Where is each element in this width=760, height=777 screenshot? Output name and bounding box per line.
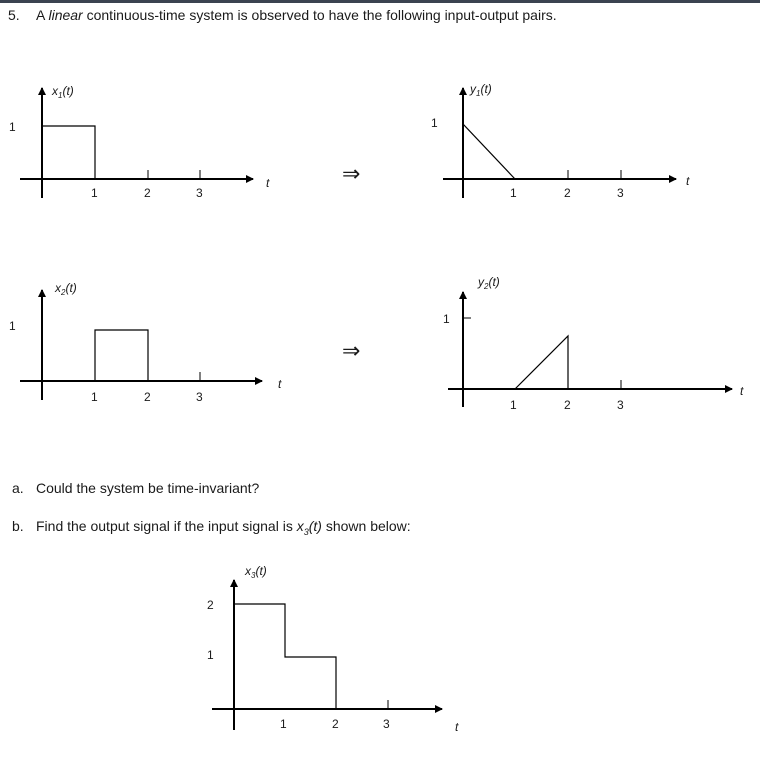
y1-label: $y_1(t)$ [470, 82, 492, 98]
question-a-marker: a. [12, 480, 24, 496]
y2-tick-label-2: 2 [564, 398, 571, 412]
x3-tick-label-2: 2 [332, 717, 339, 731]
x3-staircase [234, 604, 336, 709]
x2-label: $x_2(t)$ [55, 281, 77, 297]
x3-tick-label-3: 3 [383, 717, 390, 731]
statement-pre: A [36, 7, 49, 23]
question-b-signal: $x_3(t)$ [296, 518, 322, 537]
y1-axis-label: t [686, 174, 690, 188]
graph-y1 [431, 82, 690, 200]
implies-arrow-2: ⇒ [342, 338, 361, 363]
x1-pulse [42, 126, 95, 179]
x3-amplitude-label-1: 1 [207, 648, 214, 662]
y1-tick-label-2: 2 [564, 186, 571, 200]
x3-tick-label-1: 1 [280, 717, 287, 731]
y1-amplitude-label: 1 [431, 116, 438, 130]
x3-amplitude-label-2: 2 [207, 598, 214, 612]
y2-label: $y_2(t)$ [478, 275, 500, 291]
x3-axis-label: t [455, 720, 459, 734]
implies-arrow-1: ⇒ [342, 161, 361, 186]
question-b-post: shown below: [321, 518, 411, 534]
graph-x3 [207, 564, 459, 734]
y1-tick-label-3: 3 [617, 186, 624, 200]
x2-amplitude-label: 1 [9, 319, 16, 333]
question-a-text: Could the system be time-invariant? [36, 480, 260, 496]
x2-pulse [95, 330, 148, 381]
problem-number: 5. [8, 7, 20, 23]
statement-emphasis: linear [48, 7, 83, 23]
y2-axis-label: t [740, 384, 744, 398]
y2-tick-label-3: 3 [617, 398, 624, 412]
graph-x2 [9, 281, 282, 404]
y2-triangle [515, 336, 568, 389]
question-b-text [36, 518, 411, 537]
question-b-pre: Find the output signal if the input signal is [36, 518, 297, 534]
y1-tick-label-1: 1 [510, 186, 517, 200]
x1-tick-label-3: 3 [196, 186, 203, 200]
x1-axis-label: t [266, 176, 270, 190]
x3-label: $x_3(t)$ [245, 564, 267, 580]
x2-tick-label-3: 3 [196, 390, 203, 404]
question-b-marker: b. [12, 518, 24, 534]
x1-amplitude-label: 1 [9, 120, 16, 134]
statement-post: continuous-time system is observed to have the following input-output pairs. [82, 7, 557, 23]
graph-x1 [9, 84, 270, 200]
x2-tick-label-1: 1 [91, 390, 98, 404]
y1-ramp-down [463, 124, 515, 179]
x1-tick-label-2: 2 [144, 186, 151, 200]
x1-label: $x_1(t)$ [52, 84, 74, 100]
y2-amplitude-label: 1 [443, 312, 450, 326]
graph-y2 [443, 275, 744, 412]
x1-tick-label-1: 1 [91, 186, 98, 200]
x2-axis-label: t [278, 377, 282, 391]
x2-tick-label-2: 2 [144, 390, 151, 404]
y2-tick-label-1: 1 [510, 398, 517, 412]
